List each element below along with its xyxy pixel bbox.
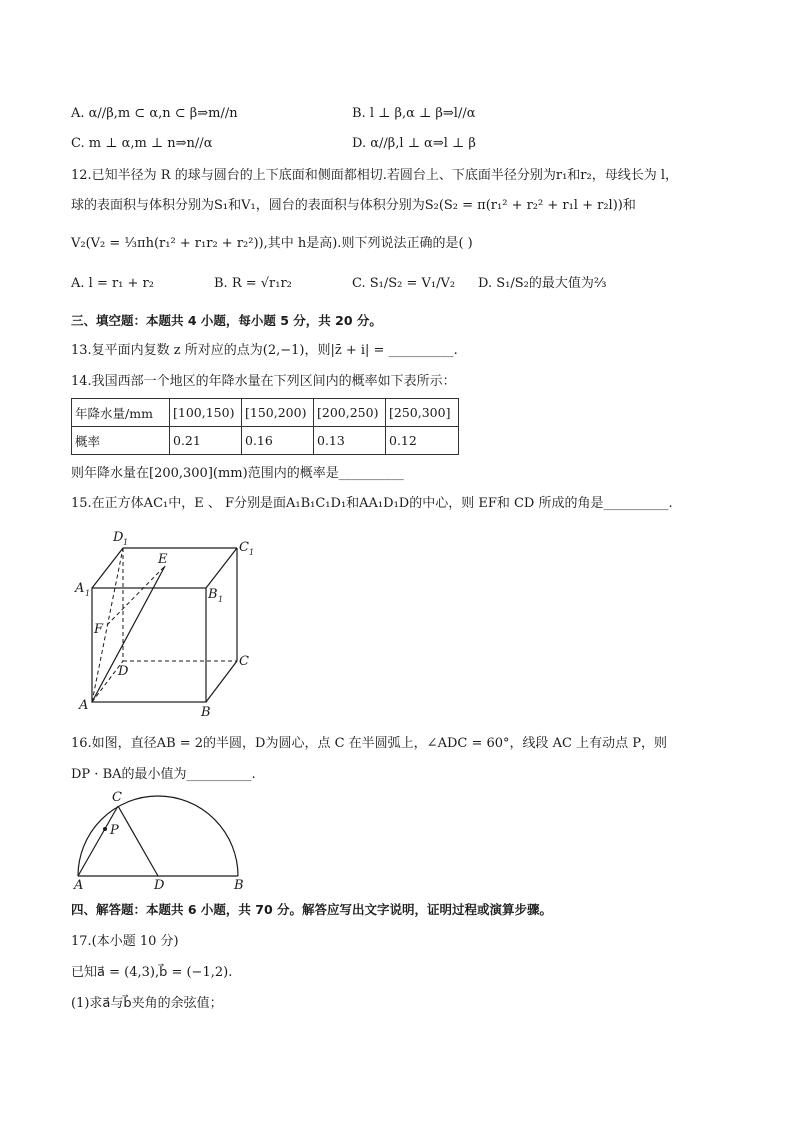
q12-option-c: C. S₁/S₂ = V₁/V₂: [352, 276, 456, 291]
label-b1-sub: 1: [218, 595, 224, 604]
table-cell: [100,150): [170, 399, 242, 427]
segment-cd: [118, 806, 158, 876]
q16-line-2: DP · BA的最小值为__________.: [71, 767, 256, 782]
label-d: D: [154, 878, 165, 892]
table-cell: 年降水量/mm: [72, 399, 170, 427]
q17-given: 已知a⃗ = (4,3),b⃗ = (−1,2).: [71, 965, 233, 980]
table-cell: [250,300]: [386, 399, 459, 427]
q14-question: 则年降水量在[200,300](mm)范围内的概率是__________: [71, 466, 404, 481]
q12-option-d: D. S₁/S₂的最大值为⅔: [478, 276, 607, 291]
label-p: P: [110, 823, 119, 838]
table-cell: 0.12: [386, 427, 459, 455]
table-cell: 概率: [72, 427, 170, 455]
label-a1: A: [75, 581, 85, 596]
q16-line-1: 16.如图，直径AB = 2的半圆，D为圆心，点 C 在半圆弧上，∠ADC = 60°，线段 AC 上有动点 P，则: [71, 736, 668, 751]
edge-a1-d1: [92, 548, 123, 588]
table-cell: 0.16: [242, 427, 314, 455]
label-c: C: [112, 790, 122, 805]
cube-front-face: [92, 588, 206, 702]
table-row: [72, 427, 459, 455]
q12-option-a: A. l = r₁ + r₂: [71, 276, 154, 291]
table-cell: [150,200): [242, 399, 314, 427]
label-c1-sub: 1: [249, 548, 255, 557]
label-b1: B: [208, 587, 218, 602]
segment-ac: [78, 806, 118, 876]
label-b: B: [201, 705, 211, 720]
q12-line-2: 球的表面积与体积分别为S₁和V₁，圆台的表面积与体积分别为S₂(S₂ = π(r₁² + r₂² + r₁l + r₂l))和: [71, 198, 636, 213]
table-cell: 0.13: [314, 427, 386, 455]
section-4-heading: 四、解答题：本题共 6 小题，共 70 分。解答应写出文字说明，证明过程或演算步骤。: [71, 902, 553, 917]
label-d: D: [118, 664, 129, 679]
semicircle-figure: [70, 786, 250, 892]
label-a1-sub: 1: [85, 589, 91, 598]
label-b: B: [234, 878, 244, 892]
label-e: E: [158, 552, 168, 567]
table-row: [72, 399, 459, 427]
label-a: A: [74, 878, 84, 892]
q14-text: 14.我国西部一个地区的年降水量在下列区间内的概率如下表所示：: [71, 374, 456, 389]
q11-option-d: D. α//β,l ⊥ α⇒l ⊥ β: [352, 136, 476, 151]
cube-figure: [72, 528, 262, 722]
table-cell: [200,250): [314, 399, 386, 427]
label-f: F: [94, 622, 104, 637]
q17-title: 17.(本小题 10 分): [71, 934, 179, 949]
section-3-heading: 三、填空题：本题共 4 小题，每小题 5 分，共 20 分。: [71, 313, 382, 328]
q15-text: 15.在正方体AC₁中，E 、 F分别是面A₁B₁C₁D₁和AA₁D₁D的中心，则 EF和 CD 所成的角是__________.: [71, 496, 673, 511]
semicircle-arc: [78, 796, 238, 876]
label-c: C: [239, 654, 249, 669]
segment-e-f: [107, 566, 165, 625]
label-a: A: [79, 698, 89, 713]
edge-b1-c1: [206, 548, 237, 588]
point-p: [103, 827, 107, 831]
label-c1: C: [239, 540, 249, 555]
q13-text: 13.复平面内复数 z 所对应的点为(2,−1)，则|z̄ + i| = __________.: [71, 343, 458, 358]
label-d1-sub: 1: [123, 538, 129, 547]
edge-b-c: [206, 661, 237, 702]
q12-option-b: B. R = √r₁r₂: [214, 276, 292, 291]
rainfall-table: [71, 398, 459, 455]
label-d1: D: [113, 530, 124, 545]
q12-line-1: 12.已知半径为 R 的球与圆台的上下底面和侧面都相切.若圆台上、下底面半径分别为r₁和r₂，母线长为 l，: [71, 168, 679, 183]
q11-option-a: A. α//β,m ⊂ α,n ⊂ β⇒m//n: [71, 106, 238, 121]
q17-part-1: (1)求a⃗与b⃗夹角的余弦值；: [71, 996, 223, 1011]
q11-option-c: C. m ⊥ α,m ⊥ n⇒n//α: [71, 136, 213, 151]
table-cell: 0.21: [170, 427, 242, 455]
q12-line-3: V₂(V₂ = ⅓πh(r₁² + r₁r₂ + r₂²)),其中 h是高).则下列说法正确的是( ): [71, 236, 473, 251]
q11-option-b: B. l ⊥ β,α ⊥ β⇒l//α: [352, 106, 476, 121]
